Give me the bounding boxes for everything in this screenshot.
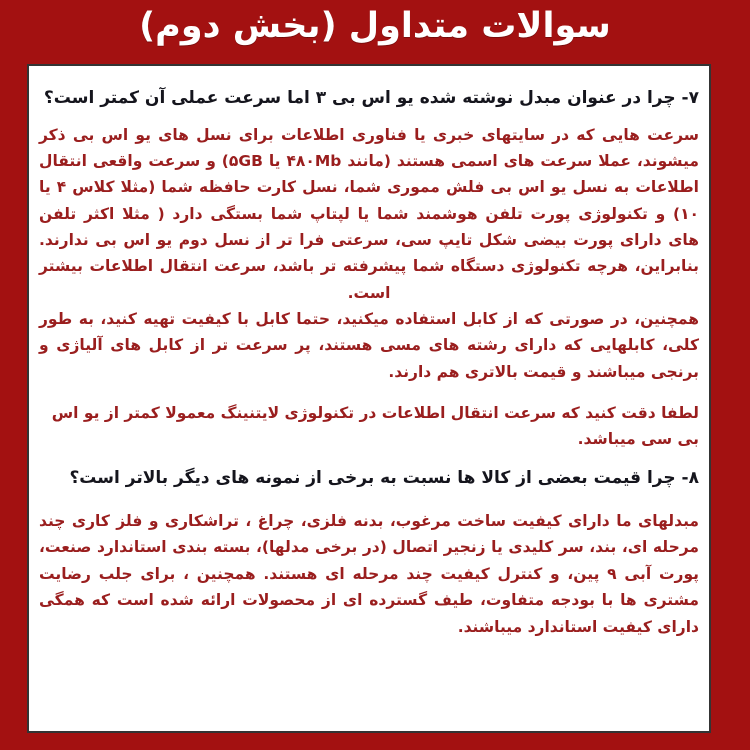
question-8-answer: مبدلهای ما دارای کیفیت ساخت مرغوب، بدنه فلزی، چراغ ، تراشکاری و فلز کاری چند مرحله ای، بند، سر کلیدی یا زنجیر اتصال (در برخی مدلها)، بسته بندی استاندارد صنعت، پورت آبی ۹ پین، و کنترل کیفیت چند مرحله ای هستند. همچنین ، برای جلب رضایت مشتری ها با بودجه متفاوت، طیف گسترده ای از محصولات ارائه شده است که همگی دارای کیفیت استاندارد میباشند. [39,512,699,636]
question-7-answer-paragraph-1: سرعت هایی که در سایتهای خبری یا فناوری اطلاعات برای نسل های یو اس بی ذکر میشوند، عملا سرعت های اسمی هستند (مانند ۴۸۰Mb یا ۵GB) و سرعت واقعی انتقال اطلاعات به نسل یو اس بی فلش مموری شما، نسل کارت حافظه شما (مثلا کلاس ۴ یا ۱۰) و تکنولوژی پورت تلفن هوشمند شما یا لپتاپ شما بستگی دارد ( مثلا اکثر تلفن های دارای پورت بیضی شکل تایپ سی، سرعتی فرا تر از نسل دوم یو اس بی ندارند. بنابراین، هرچه تکنولوژی دستگاه شما پیشرفته تر باشد، سرعت انتقال اطلاعات بیشتر است. [39,125,699,302]
question-7-heading: ۷- چرا در عنوان مبدل نوشته شده یو اس بی ۳ اما سرعت عملی آن کمتر است؟ [43,88,699,108]
page-title: سوالات متداول (بخش دوم) [139,6,611,46]
question-7-answer-paragraph-2: همچنین، در صورتی که از کابل استفاده میکنید، حتما کابل با کیفیت تهیه کنید، به طور کلی، کابلهایی که دارای رشته های مسی هستند، پر سرعت تر از کابل های آلیاژی و برنجی میباشند و قیمت بالاتری هم دارند. [39,309,699,381]
question-8-heading: ۸- چرا قیمت بعضی از کالا ها نسبت به برخی از نمونه های دیگر بالاتر است؟ [69,467,699,488]
content-panel [27,64,711,733]
question-7-note: لطفا دقت کنید که سرعت انتقال اطلاعات در تکنولوژی لایتنینگ معمولا کمتر از یو اس بی سی میباشد. [51,403,699,449]
